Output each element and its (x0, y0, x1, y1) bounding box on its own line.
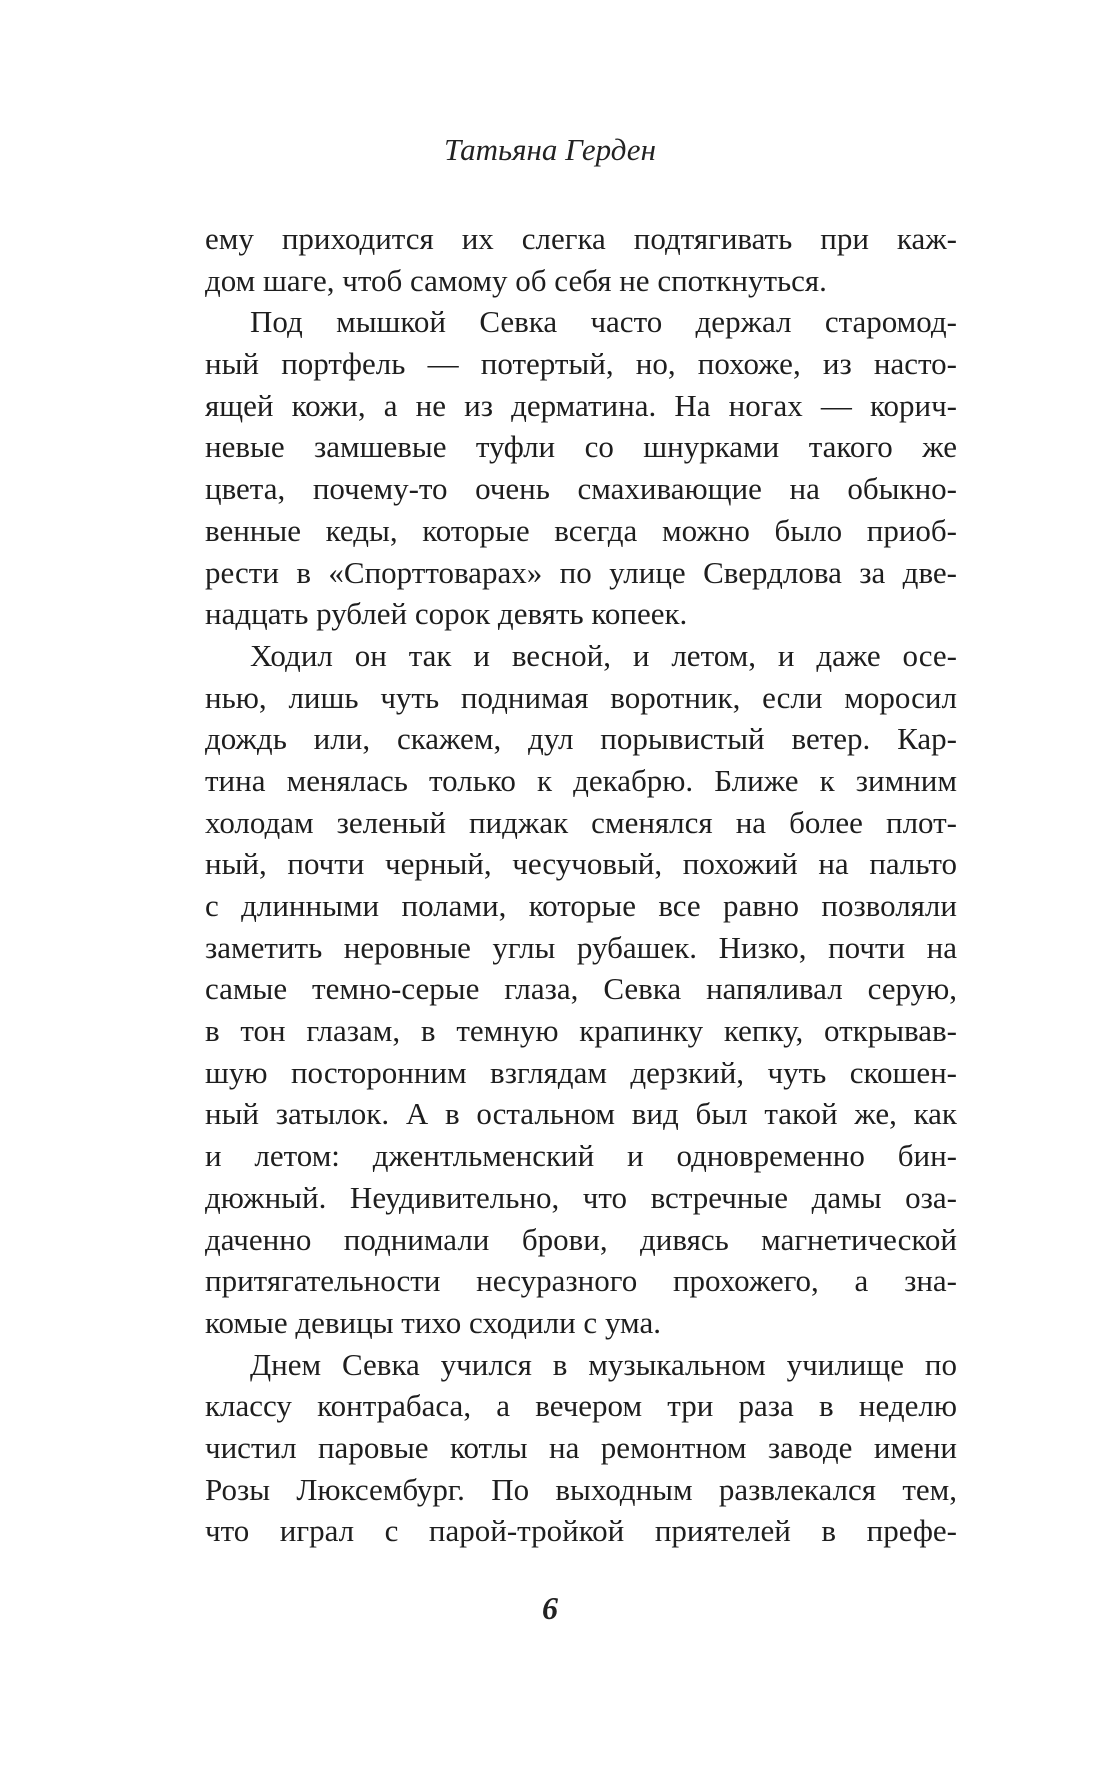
text-line: цвета, почему-то очень смахивающие на обыкно- (205, 471, 957, 507)
text-line: рести в «Спорттоварах» по улице Свердлова за две- (205, 554, 957, 590)
text-line: ный, почти черный, чесучовый, похожий на пальто (205, 846, 957, 882)
text-line: ный затылок. А в остальном вид был такой же, как (205, 1096, 957, 1132)
text-line: дом шаге, чтоб самому об себя не споткнуться. (205, 262, 827, 298)
text-line: даченно поднимали брови, дивясь магнетической (205, 1221, 957, 1257)
paragraph (205, 218, 957, 301)
text-line: Розы Люксембург. По выходным развлекался тем, (205, 1471, 957, 1507)
text-line: шую посторонним взглядам дерзкий, чуть скошен- (205, 1054, 957, 1090)
text-line: с длинными полами, которые все равно позволяли (205, 888, 957, 923)
text-line: заметить неровные углы рубашек. Низко, почти на (205, 929, 957, 965)
paragraph (205, 1344, 957, 1552)
paragraph (205, 301, 957, 635)
text-line: и летом: джентльменский и одновременно бин- (205, 1138, 957, 1174)
running-head-author: Татьяна Герден (444, 132, 656, 167)
text-line: комые девицы тихо сходили с ума. (205, 1304, 661, 1340)
text-line: нью, лишь чуть поднимая воротник, если моросил (205, 679, 957, 715)
text-line: чистил паровые котлы на ремонтном заводе имени (205, 1429, 957, 1465)
text-line: Ходил он так и весной, и летом, и даже осе- (250, 637, 957, 673)
text-line: надцать рублей сорок девять копеек. (205, 596, 688, 632)
text-line: ему приходится их слегка подтягивать при каж- (205, 221, 957, 256)
text-line: что играл с парой-тройкой приятелей в префе- (205, 1513, 957, 1549)
text-line: классу контрабаса, а вечером три раза в неделю (205, 1388, 957, 1424)
text-line: притягательности несуразного прохожего, а зна- (205, 1263, 957, 1299)
body-text (205, 218, 957, 1552)
text-line: дождь или, скажем, дул порывистый ветер. Кар- (205, 721, 957, 757)
text-line: невые замшевые туфли со шнурками такого же (205, 429, 957, 465)
text-line: самые темно-серые глаза, Севка напяливал серую, (205, 971, 957, 1007)
text-line: венные кеды, которые всегда можно было приоб- (205, 512, 957, 548)
text-line: Под мышкой Севка часто держал старомод- (250, 304, 957, 340)
text-line: ящей кожи, а не из дерматина. На ногах — корич- (205, 387, 957, 423)
page-number: 6 (542, 1590, 558, 1626)
text-line: холодам зеленый пиджак сменялся на более плот- (205, 804, 957, 840)
paragraph (205, 635, 957, 1344)
text-line: в тон глазам, в темную крапинку кепку, открывав- (205, 1013, 957, 1049)
text-line: тина менялась только к декабрю. Ближе к зимним (205, 762, 957, 798)
text-line: ный портфель — потертый, но, похоже, из насто- (205, 346, 957, 382)
text-line: дюжный. Неудивительно, что встречные дамы оза- (205, 1179, 957, 1215)
text-line: Днем Севка учился в музыкальном училище по (250, 1346, 957, 1382)
